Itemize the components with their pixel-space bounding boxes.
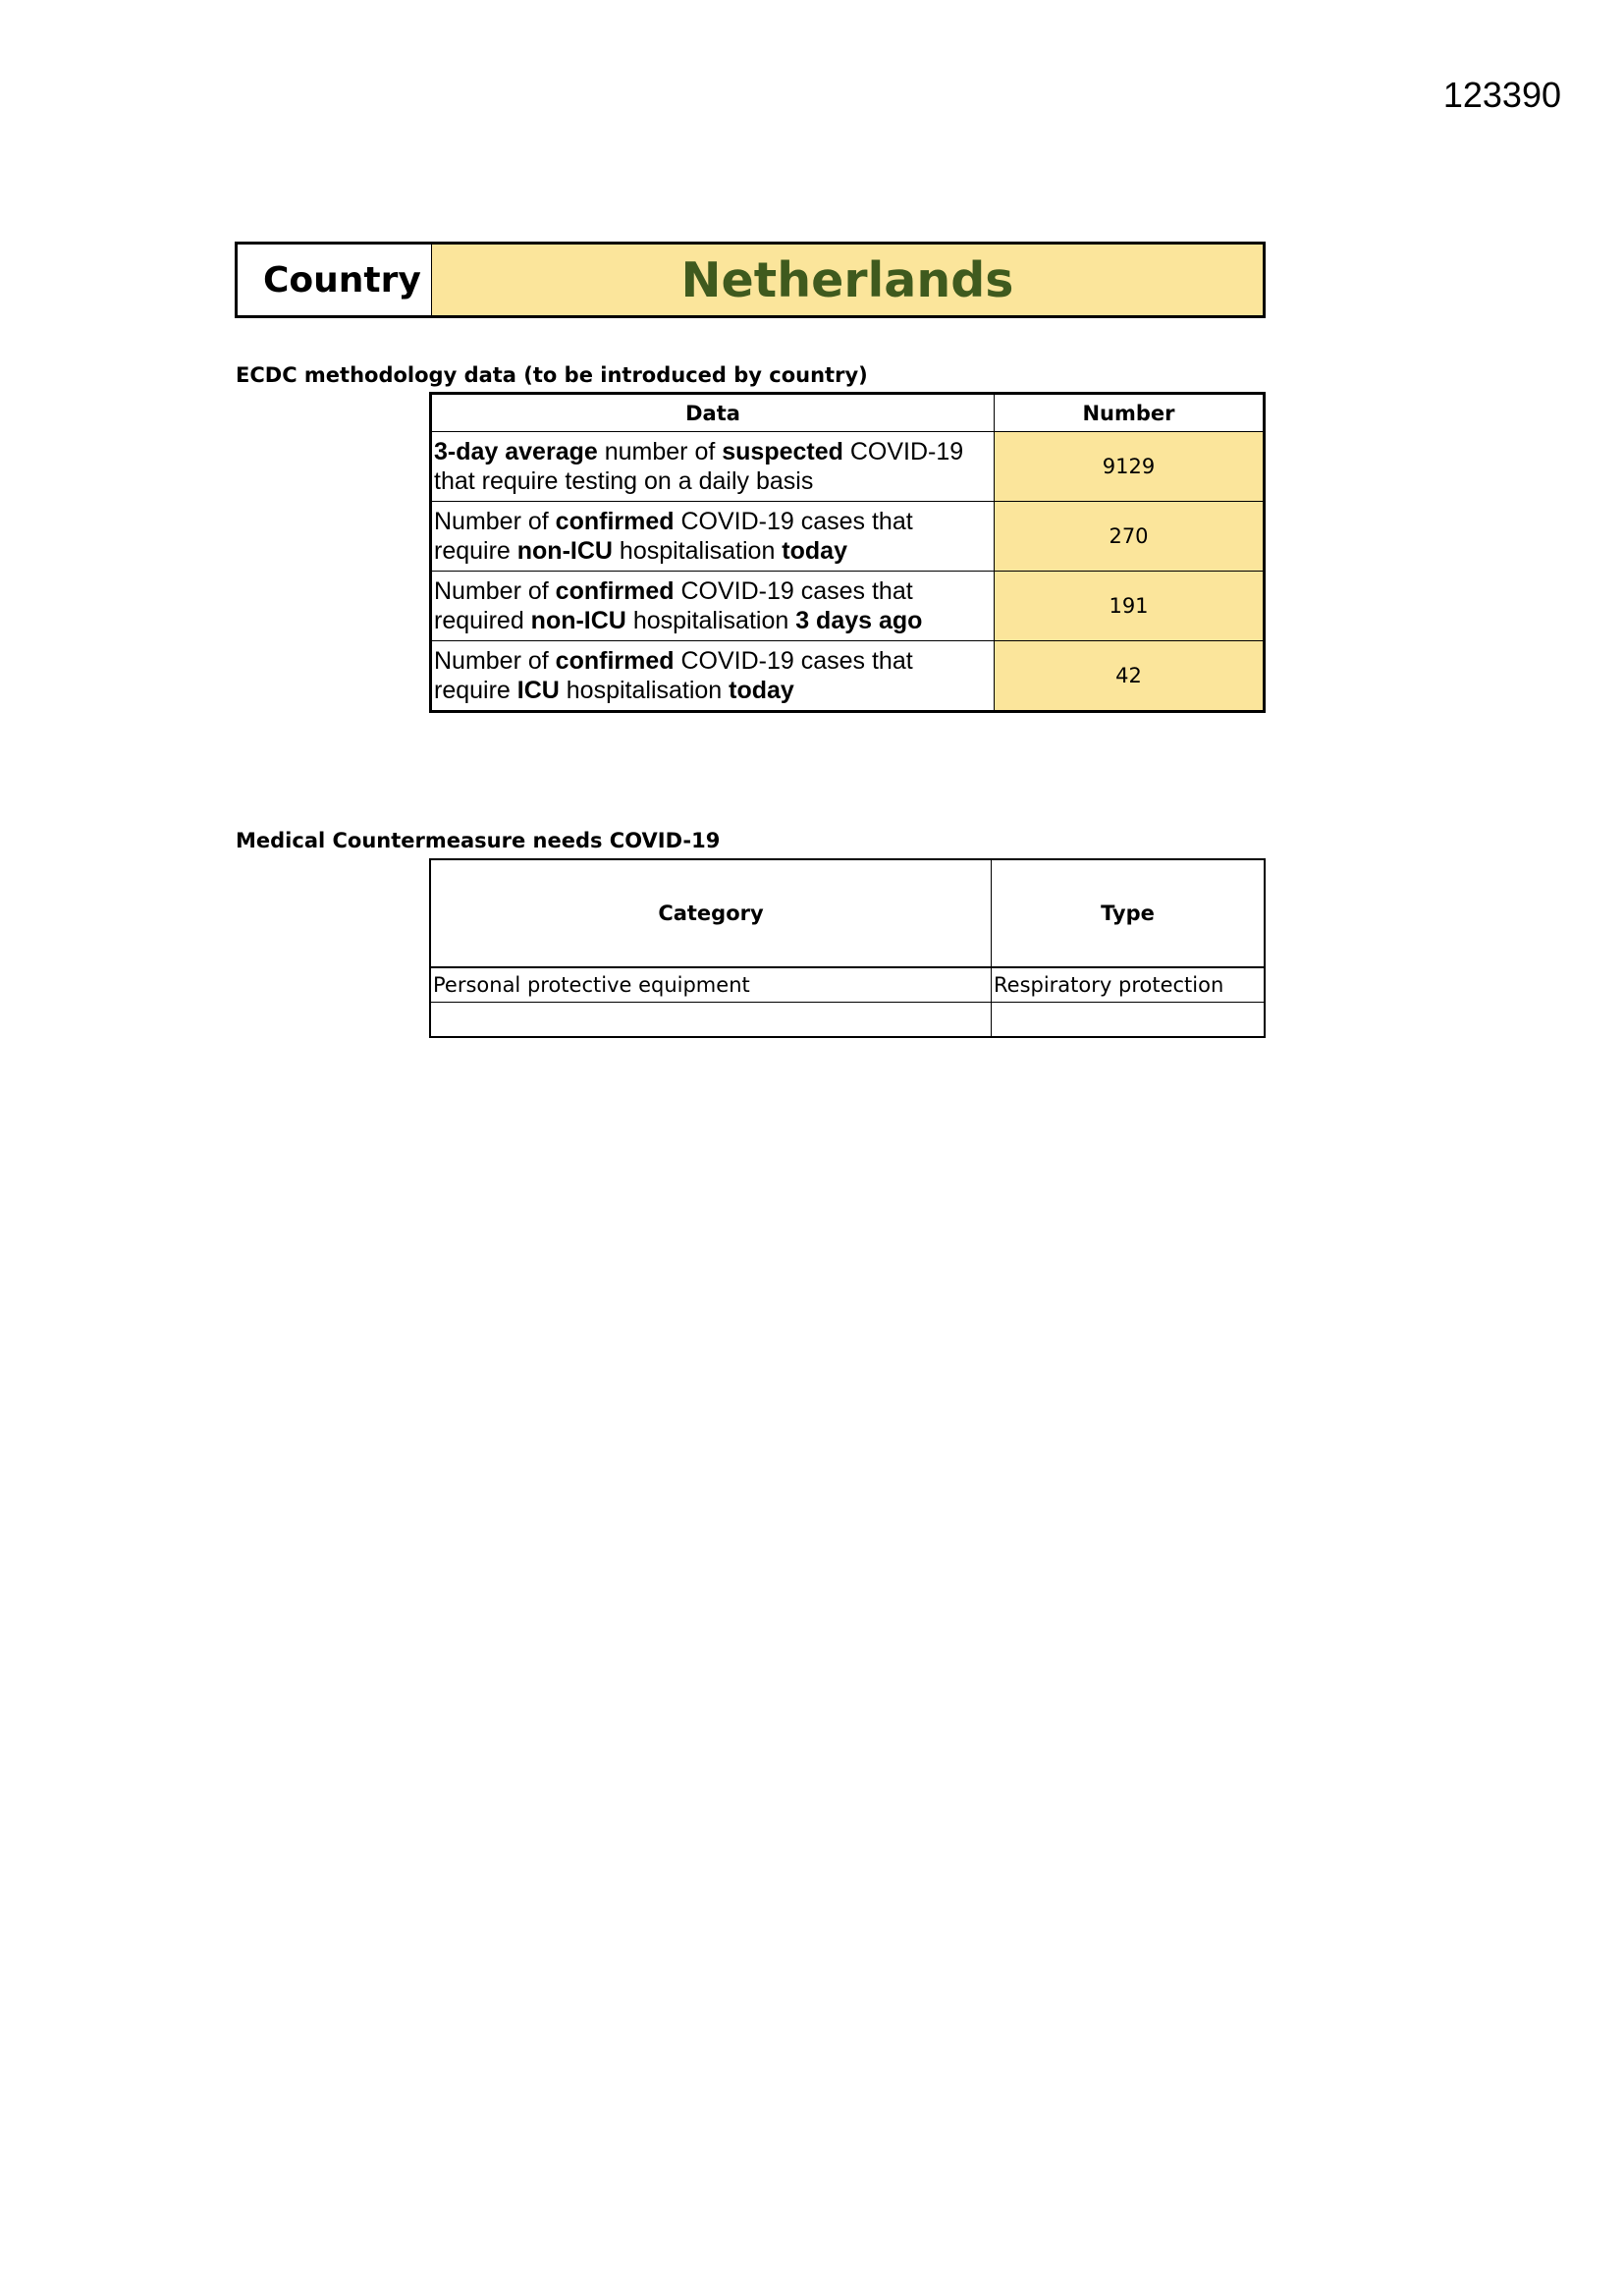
text-segment: hospitalisation: [559, 677, 730, 704]
emphasized-text: 3 days ago: [795, 607, 923, 634]
text-segment: Number of: [434, 647, 556, 675]
text-segment: COVID-19 cases that required: [434, 577, 913, 634]
text-segment: COVID-19 cases that require: [434, 647, 913, 704]
text-segment: hospitalisation: [625, 607, 796, 634]
country-label: Country: [238, 245, 432, 315]
table-header-row: [431, 394, 1265, 432]
country-header: [235, 242, 1266, 318]
row-category: Personal protective equipment: [430, 967, 992, 1003]
ecdc-data-table: [429, 392, 1266, 713]
mcm-needs-table: [429, 858, 1266, 1038]
text-segment: Number of: [434, 577, 556, 605]
column-header-data: Data: [431, 394, 995, 432]
row-number: 9129: [995, 432, 1265, 502]
text-segment: COVID-19 cases that require: [434, 508, 913, 565]
text-segment: COVID-19 that require testing on a daily basis: [434, 438, 964, 495]
row-number: 42: [995, 641, 1265, 712]
table-row: [431, 641, 1265, 712]
table-row: [431, 432, 1265, 502]
row-description: [431, 502, 995, 572]
row-description: [431, 432, 995, 502]
emphasized-text: today: [782, 537, 847, 565]
emphasized-text: confirmed: [555, 508, 675, 535]
text-segment: Number of: [434, 508, 556, 535]
row-category: [430, 1003, 992, 1038]
emphasized-text: today: [729, 677, 794, 704]
table-row: [430, 967, 1265, 1003]
emphasized-text: 3-day average: [434, 438, 598, 465]
country-value: Netherlands: [432, 245, 1263, 315]
column-header-number: Number: [995, 394, 1265, 432]
row-description: [431, 641, 995, 712]
emphasized-text: ICU: [516, 677, 560, 704]
table-row: [430, 1003, 1265, 1038]
emphasized-text: non-ICU: [516, 537, 613, 565]
mcm-section-title: Medical Countermeasure needs COVID-19: [236, 829, 721, 852]
row-type: [992, 1003, 1266, 1038]
row-description: [431, 572, 995, 641]
row-number: 191: [995, 572, 1265, 641]
emphasized-text: suspected: [722, 438, 843, 465]
emphasized-text: non-ICU: [530, 607, 626, 634]
emphasized-text: confirmed: [555, 577, 675, 605]
ecdc-section-title: ECDC methodology data (to be introduced by country): [236, 363, 868, 387]
document-id-number: 123390: [1442, 75, 1561, 115]
emphasized-text: confirmed: [555, 647, 675, 675]
table-row: [431, 502, 1265, 572]
row-number: 270: [995, 502, 1265, 572]
row-type: Respiratory protection: [992, 967, 1266, 1003]
text-segment: number of: [597, 438, 723, 465]
table-header-row: [430, 859, 1265, 967]
column-header-type: Type: [992, 859, 1266, 967]
text-segment: hospitalisation: [612, 537, 783, 565]
column-header-category: Category: [430, 859, 992, 967]
table-row: [431, 572, 1265, 641]
